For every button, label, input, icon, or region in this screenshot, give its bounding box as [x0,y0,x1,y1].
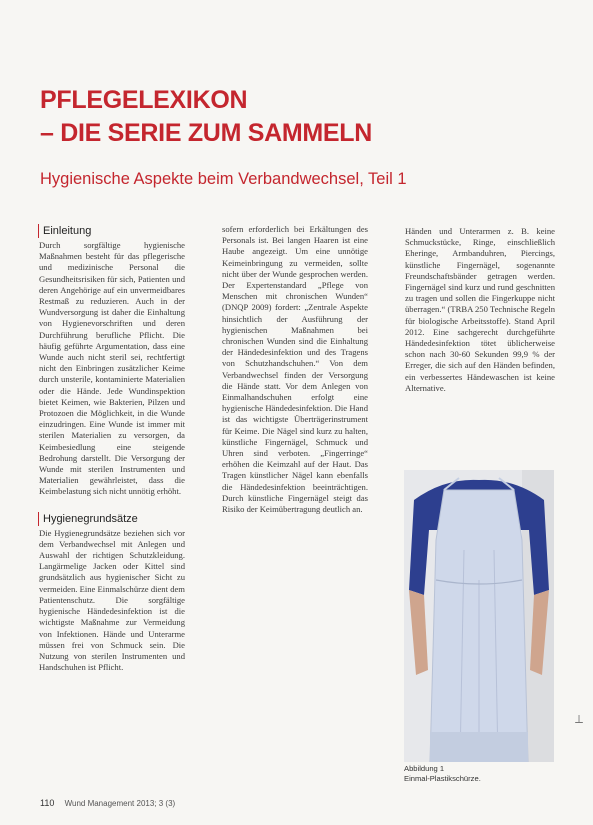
crop-mark-icon: ⟂ [575,712,584,726]
article-title [40,84,560,150]
title-line-1: PFLEGELEXIKON [40,86,248,114]
text-column-3 [405,226,555,394]
text-column-1 [39,224,185,673]
paragraph-hygienegrundsaetze: Die Hygienegrundsätze beziehen sich vor dem Verbandwechsel mit Anlegen und Auswahl der richtigen Schutzkleidung. Langärmelige Jacken oder Kittel sind grundsätzlich aus hygienischer Sicht zu vermeiden. Eine Einmalschürze dient dem Patientenschutz. Die sorgfältige hygienische Händedesinfektion ist die wichtigste Maßnahme zur Vermeidung von Infektionen. Hände und Unterarme müssen frei von Schmuck sein. Die Nutzung von sterilen Instrumenten und Handschuhen ist Pflicht. [39,527,185,673]
title-line-2: – DIE SERIE ZUM SAMMELN [40,119,373,147]
journal-reference: Wund Management 2013; 3 (3) [64,799,176,808]
page-footer [40,798,240,808]
caption-text: Einmal-Plastikschürze. [404,774,481,783]
caption-label: Abbildung 1 [404,764,445,773]
article-subtitle: Hygienische Aspekte beim Verbandwechsel, Teil 1 [40,170,407,188]
section-heading-hygienegrundsaetze: Hygienegrundsätze [38,512,185,526]
page-number: 110 [40,798,55,808]
paragraph-column-3: Händen und Unterarmen z. B. keine Schmuckstücke, Ringe, einschließlich Eheringe, Armbanduhren, Piercings, künstliche Fingernägel, sogenannte Freundschaftsbänder getragen werden. Fingernägel sind kurz und rund geschnitten zu tragen und sollen die Fingerkuppe nicht überragen.“ (TRBA 250 Technische Regeln für biologische Arbeitsstoffe). Stand April 2012. Eine sachgerecht durchgeführte Händedesinfektion tötet üblicherweise schon nach 30-60 Sekunden 99,9 % der Erreger, die sich auf den Händen befinden, ein verbessertes Händewaschen ist keine Alternative. [405,226,555,393]
apron-photo [404,470,554,762]
figure-caption [404,764,554,784]
apron-illustration-icon [404,470,554,762]
text-column-2 [222,224,368,515]
paragraph-column-2: sofern erforderlich bei Erkältungen des Personals ist. Bei langen Haaren ist eine Haube angezeigt. Um eine unnötige Keimeinbringung zu vermeiden, sollte nicht über der Wunde gesprochen werden. Der Expertenstandard „Pflege von Menschen mit chronischen Wunden“ (DNQP 2009) fordert: „Zentrale Aspekte hinsichtlich der Ausführung der hygienischen Maßnahmen bei chronischen Wunden sind die Einhaltung der Händedesinfektion und des Tragens von Schutzhandschuhen.“ Von dem Verbandwechsel finden der Versorgung die Hände statt. Vor dem Anlegen von Einmalhandschuhen erfolgt eine hygienische Händedesinfektion. Die Hand ist das wichtigste Überträgerinstrument für Keime. Die Nägel sind kurz zu halten, künstliche Fingernägel, Schmuck und Uhren sind verboten. „Fingerringe“ erhöhen die Keimzahl auf der Haut. Das Tragen künstlicher Nägel kann ebenfalls die Händedesinfektion beeinträchtigen. Durch künstliche Fingernägel steigt das Risiko der Keimübertragung deutlich an. [222,224,368,515]
paragraph-einleitung: Durch sorgfältige hygienische Maßnahmen besteht für das pflegerische und medizinische Personal die Gesundheitsrisiken für sich, Patienten und deren Angehörige auf ein unvermeidbares Restmaß zu reduzieren. Auch in der Wundversorgung ist daher die Einhaltung von Hygienevorschriften und deren Durchführung berufliche Pflicht. Die häufig geführte Argumentation, dass eine Wunde auch nicht steril sei, rechtfertigt nicht den Einbringen zusätzlicher Keime durch unsterile, kontaminierte Materialien oder die Hände. Jede Wundinspektion bietet Keimen, wie Bakterien, Pilzen und Protozoen die Möglichkeit, in die Wunde einzudringen. Eine Wunde ist immer mit sterilen Materialien zu versorgen, da Keimbesiedlung eine steigende Bedrohung darstellt. Die Versorgung der Wunde mit sterilen Instrumenten und Materialien gewährleistet, dass die Keimbelastung sich nicht unnötig erhöht. [39,240,185,497]
section-heading-einleitung: Einleitung [38,224,185,238]
